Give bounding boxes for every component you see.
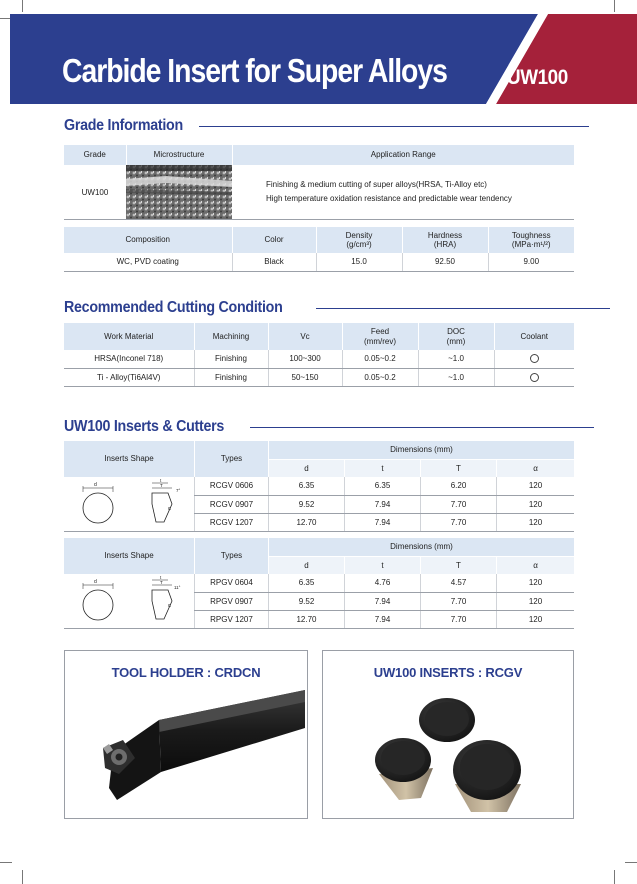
header-dimensions: Dimensions (mm)	[269, 538, 575, 556]
cell-type: RPGV 0907	[195, 592, 269, 610]
section-inserts-cutters	[64, 417, 594, 437]
grade-table	[64, 145, 574, 220]
crop-mark	[614, 870, 615, 884]
diagram-label-alpha: α	[168, 602, 171, 609]
feed-label: Feed	[370, 327, 390, 337]
rcgv-diagram	[64, 478, 194, 530]
section-title: Recommended Cutting Condition	[64, 299, 283, 316]
header-types: Types	[195, 441, 269, 477]
header-doc	[418, 323, 494, 350]
section-cutting-condition	[64, 298, 610, 318]
doc-label: DOC	[447, 327, 465, 337]
cell-toughness: 9.00	[488, 253, 574, 271]
cell-t: 7.94	[345, 513, 421, 531]
hardness-unit: (HRA)	[433, 240, 457, 249]
crop-mark	[22, 0, 23, 12]
diagram-label-alpha: α	[168, 505, 171, 512]
header-grade: Grade	[64, 145, 126, 165]
circle-icon	[530, 373, 539, 382]
cell-t: 4.76	[345, 574, 421, 592]
cell-type: RPGV 0604	[195, 574, 269, 592]
section-grade-information	[64, 116, 589, 136]
cell-coolant	[494, 368, 574, 386]
header-d: d	[269, 556, 345, 574]
rcgv-table	[64, 441, 574, 532]
cell-alpha: 120	[497, 610, 575, 628]
diagram-label-d: d	[94, 481, 97, 488]
page-title: Carbide Insert for Super Alloys	[62, 52, 447, 89]
header-t: t	[345, 459, 421, 477]
tool-holder-panel	[64, 650, 308, 819]
circle-icon	[530, 354, 539, 363]
header-d: d	[269, 459, 345, 477]
cell-T: 6.20	[421, 477, 497, 495]
microstructure-image	[126, 165, 232, 220]
header-machining: Machining	[194, 323, 268, 350]
header-composition: Composition	[64, 227, 232, 253]
cell-d: 12.70	[269, 513, 345, 531]
cell-doc: ~1.0	[418, 350, 494, 368]
rpgv-diagram	[64, 575, 194, 627]
header-t: t	[345, 556, 421, 574]
cell-t: 7.94	[345, 610, 421, 628]
cell-T: 7.70	[421, 592, 497, 610]
microstructure-photo	[126, 165, 232, 219]
grade-code: UW100	[507, 66, 568, 89]
cell-d: 6.35	[269, 477, 345, 495]
cell-d: 9.52	[269, 495, 345, 513]
header-T: T	[421, 556, 497, 574]
cell-t: 6.35	[345, 477, 421, 495]
inserts-image	[323, 688, 573, 818]
insert-shape-diagram	[64, 574, 195, 628]
header-coolant: Coolant	[494, 323, 574, 350]
cell-type: RCGV 1207	[195, 513, 269, 531]
feed-unit: (mm/rev)	[364, 336, 396, 346]
cell-T: 4.57	[421, 574, 497, 592]
cell-d: 6.35	[269, 574, 345, 592]
section-rule	[199, 126, 589, 127]
header-hardness	[402, 227, 488, 253]
cell-t: 7.94	[345, 592, 421, 610]
inserts-panel	[322, 650, 574, 819]
cell-hardness: 92.50	[402, 253, 488, 271]
properties-table	[64, 227, 574, 272]
cell-density: 15.0	[316, 253, 402, 271]
header-toughness	[488, 227, 574, 253]
diagram-label-T: T	[160, 579, 163, 585]
application-line-2: High temperature oxidation resistance and predictable wear tendency	[266, 194, 512, 203]
cell-doc: ~1.0	[418, 368, 494, 386]
density-label: Density	[345, 230, 373, 240]
header-alpha: α	[497, 459, 575, 477]
cell-vc: 50~150	[268, 368, 342, 386]
header-inserts-shape: Inserts Shape	[64, 538, 195, 574]
cutting-table	[64, 323, 574, 387]
header-feed	[342, 323, 418, 350]
diagram-label-d: d	[94, 578, 97, 585]
cell-type: RPGV 1207	[195, 610, 269, 628]
insert-shape-diagram	[64, 477, 195, 531]
cell-color: Black	[232, 253, 316, 271]
header-T: T	[421, 459, 497, 477]
header-color: Color	[232, 227, 316, 253]
header-application-range: Application Range	[232, 145, 574, 165]
header-microstructure: Microstructure	[126, 145, 232, 165]
doc-unit: (mm)	[446, 336, 466, 346]
application-line-1: Finishing & medium cutting of super alloys(HRSA, Ti-Alloy etc)	[266, 180, 487, 190]
cell-coolant	[494, 350, 574, 368]
cell-alpha: 120	[497, 574, 575, 592]
cell-T: 7.70	[421, 610, 497, 628]
cell-composition: WC, PVD coating	[64, 253, 232, 271]
cell-alpha: 120	[497, 513, 575, 531]
density-unit: (g/cm³)	[346, 240, 372, 249]
hardness-label: Hardness	[427, 230, 463, 240]
cell-alpha: 120	[497, 592, 575, 610]
cell-alpha: 120	[497, 477, 575, 495]
tool-holder-image	[65, 688, 307, 818]
crop-mark	[625, 862, 637, 863]
diagram-label-t: t	[160, 477, 162, 483]
section-title: UW100 Inserts & Cutters	[64, 418, 225, 435]
rpgv-table	[64, 538, 574, 629]
crop-mark	[0, 862, 12, 863]
diagram-label-t: t	[160, 574, 162, 580]
cell-feed: 0.05~0.2	[342, 350, 418, 368]
cell-material: Ti - Alloy(Ti6Al4V)	[64, 368, 194, 386]
header-inserts-shape: Inserts Shape	[64, 441, 195, 477]
panel-title: UW100 INSERTS : RCGV	[373, 665, 523, 680]
diagram-label-angle: 7°	[176, 487, 181, 493]
section-rule	[316, 308, 610, 309]
header-alpha: α	[497, 556, 575, 574]
section-rule	[250, 427, 594, 428]
toughness-label: Toughness	[511, 230, 551, 240]
diagram-label-T: T	[160, 482, 163, 488]
cell-d: 9.52	[269, 592, 345, 610]
diagram-label-angle: 11°	[174, 584, 181, 590]
cell-grade: UW100	[64, 165, 126, 220]
cell-t: 7.94	[345, 495, 421, 513]
cell-feed: 0.05~0.2	[342, 368, 418, 386]
cell-d: 12.70	[269, 610, 345, 628]
header-types: Types	[195, 538, 269, 574]
cell-type: RCGV 0606	[195, 477, 269, 495]
cell-machining: Finishing	[194, 350, 268, 368]
cell-T: 7.70	[421, 495, 497, 513]
cell-machining: Finishing	[194, 368, 268, 386]
crop-mark	[22, 870, 23, 884]
toughness-unit: (MPa·m¹/²)	[511, 240, 551, 249]
cell-material: HRSA(Inconel 718)	[64, 350, 194, 368]
section-title: Grade Information	[64, 117, 183, 134]
cell-type: RCGV 0907	[195, 495, 269, 513]
cell-T: 7.70	[421, 513, 497, 531]
crop-mark	[614, 0, 615, 12]
cell-vc: 100~300	[268, 350, 342, 368]
cell-alpha: 120	[497, 495, 575, 513]
header-density	[316, 227, 402, 253]
header-vc: Vc	[268, 323, 342, 350]
panel-title: TOOL HOLDER : CRDCN	[111, 665, 261, 680]
cell-application-range	[232, 165, 574, 220]
header-work-material: Work Material	[64, 323, 194, 350]
header-dimensions: Dimensions (mm)	[269, 441, 575, 459]
